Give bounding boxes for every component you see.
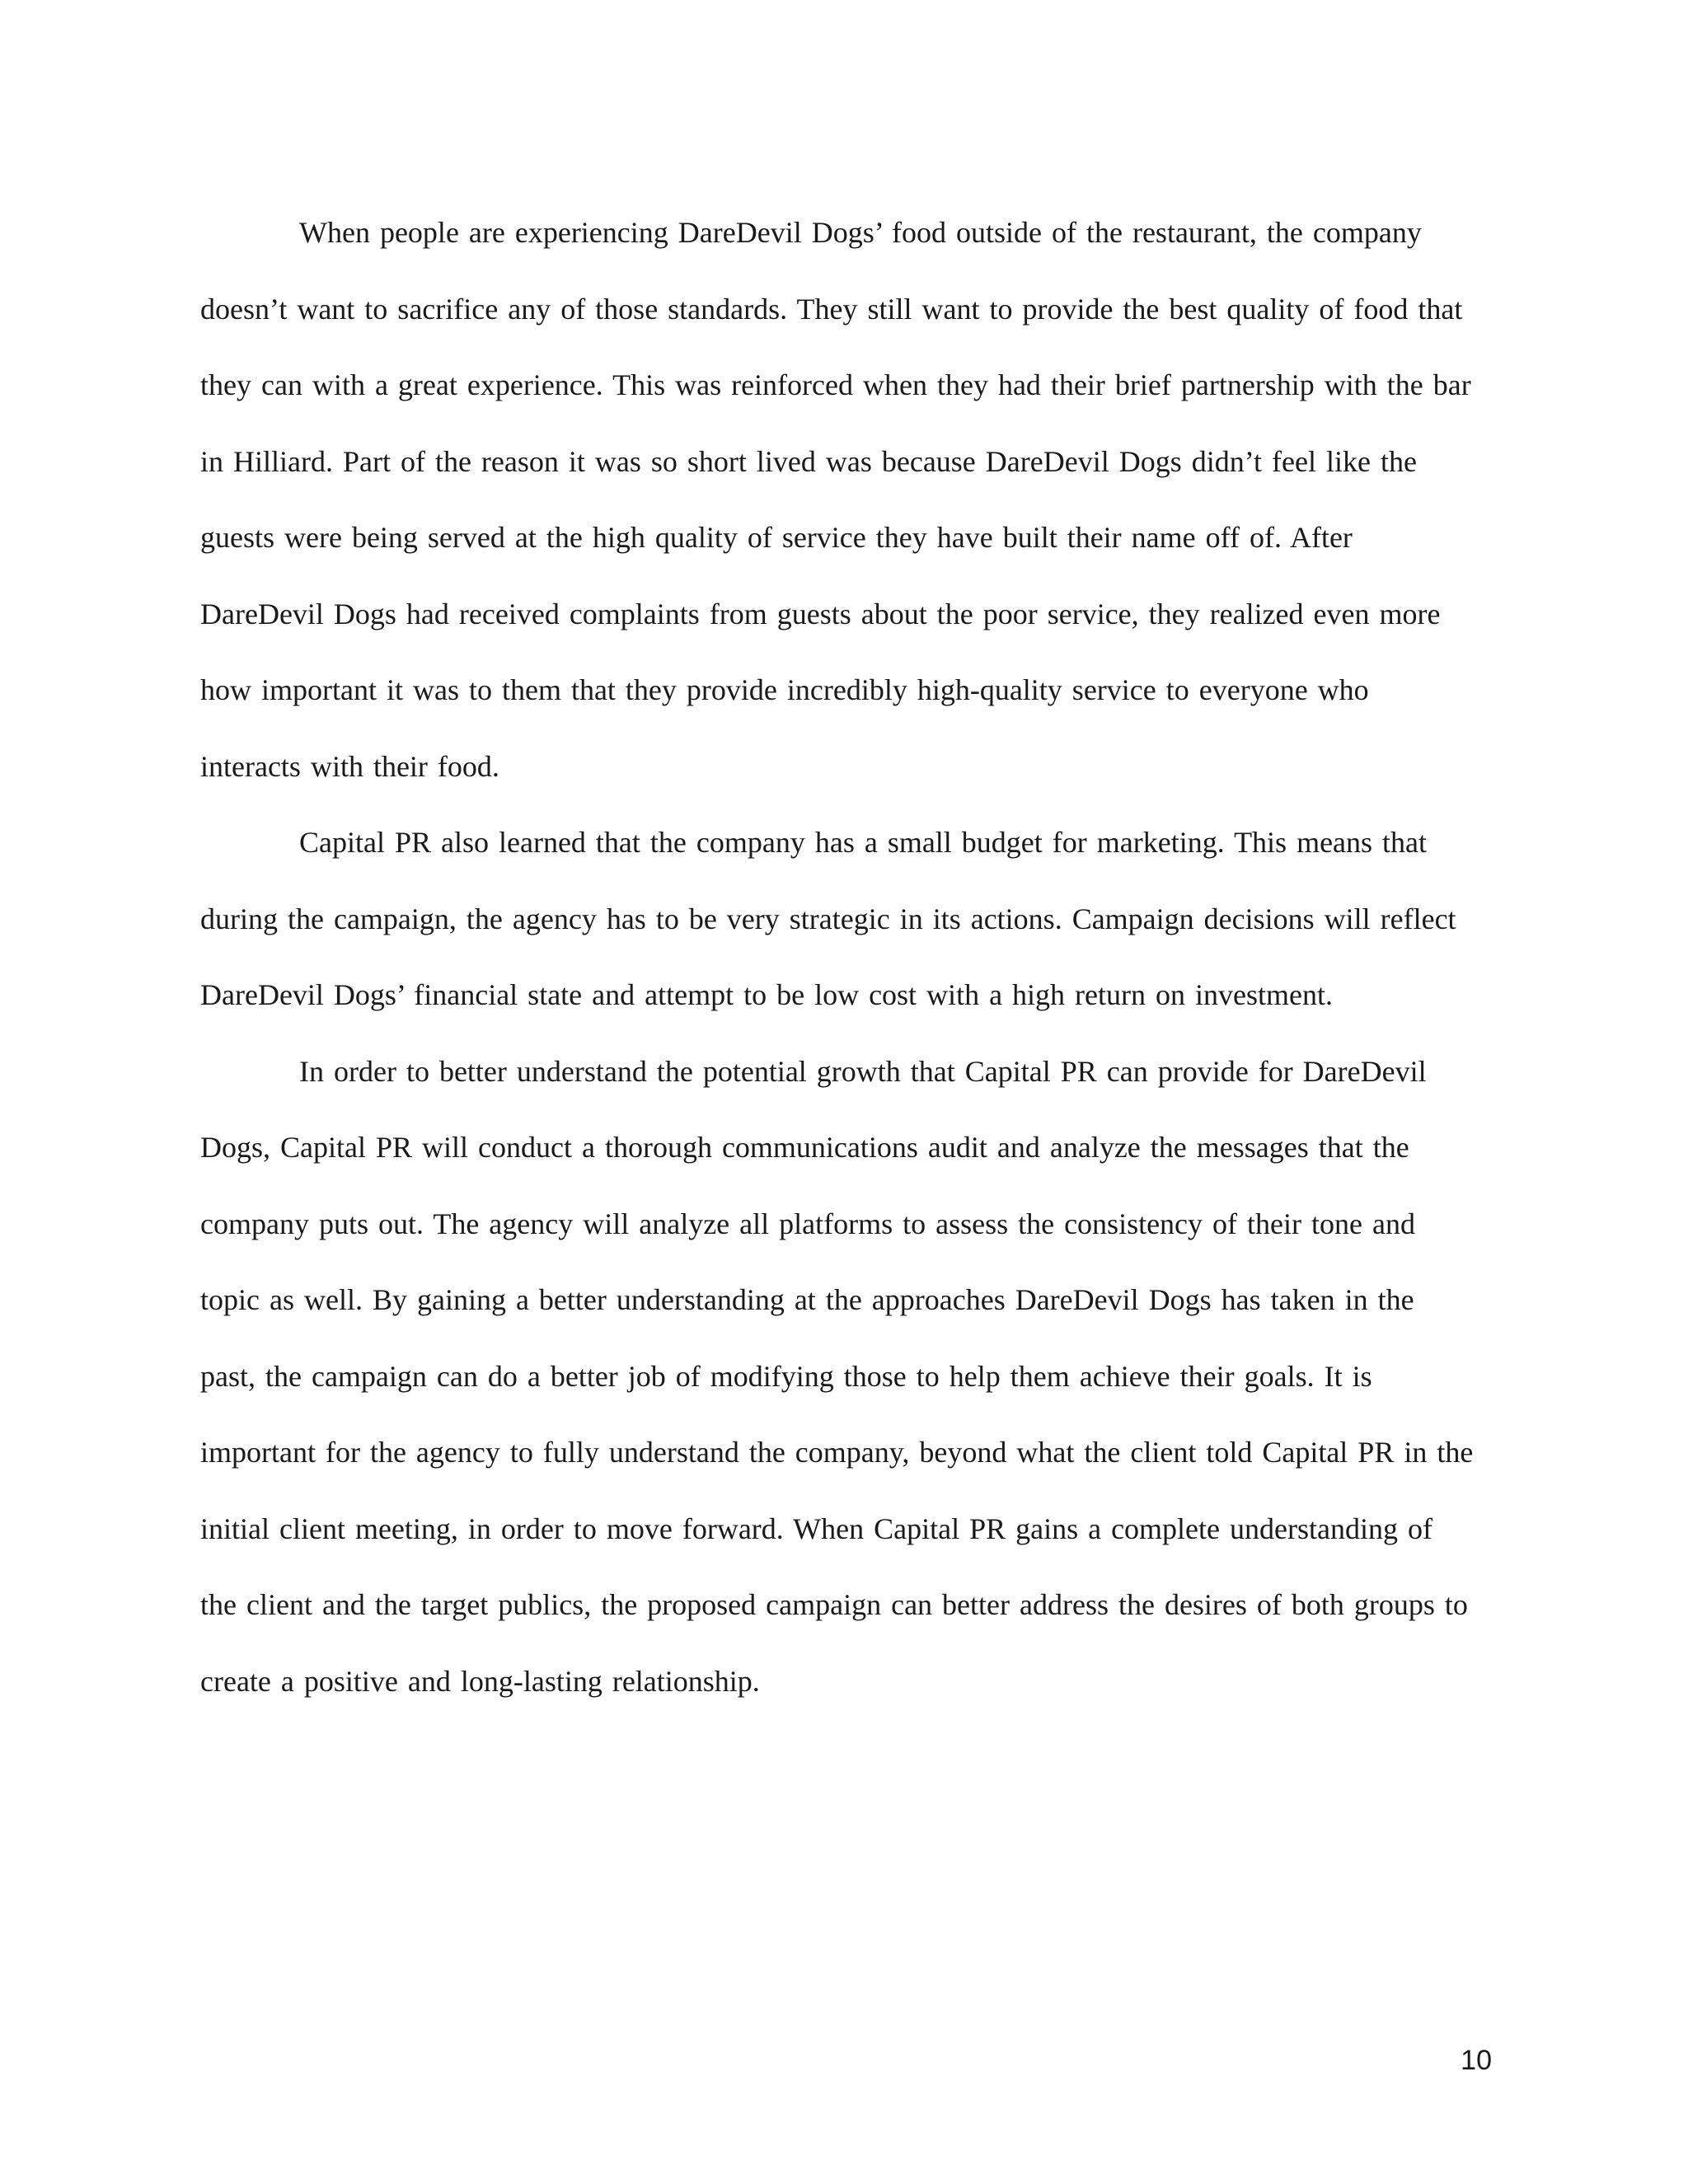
paragraph-1: When people are experiencing DareDevil Dogs’ food outside of the restaurant, the company doesn’t want to sacrifice any of those standards. They still want to provide the best quality of food that they can with a great experience. This was reinforced when they had their brief partnership with the bar in Hilliard. Part of the reason it was so short lived was because DareDevil Dogs didn’t feel like the guests were being served at the high quality of service they have built their name off of. After DareDevil Dogs had received complaints from guests about the poor service, they realized even more how important it was to them that they provide incredibly high-quality service to everyone who interacts with their food. [200,216,1471,783]
paragraph-2: Capital PR also learned that the company has a small budget for marketing. This means that during the campaign, the agency has to be very strategic in its actions. Campaign decisions will reflect DareDevil Dogs’ financial state and attempt to be low cost with a high return on investment. [200,826,1456,1011]
page-number: 10 [1461,2045,1492,2076]
paragraph-3: In order to better understand the potential growth that Capital PR can provide for DareDevil Dogs, Capital PR will conduct a thorough communications audit and analyze the messages that the company puts out. The agency will analyze all platforms to assess the consistency of their tone and topic as well. By gaining a better understanding at the approaches DareDevil Dogs has taken in the past, the campaign can do a better job of modifying those to help them achieve their goals. It is important for the agency to fully understand the company, beyond what the client told Capital PR in the initial client meeting, in order to move forward. When Capital PR gains a complete understanding of the client and the target publics, the proposed campaign can better address the desires of both groups to create a positive and long-lasting relationship. [200,1054,1474,1698]
body-text [200,194,1478,1719]
